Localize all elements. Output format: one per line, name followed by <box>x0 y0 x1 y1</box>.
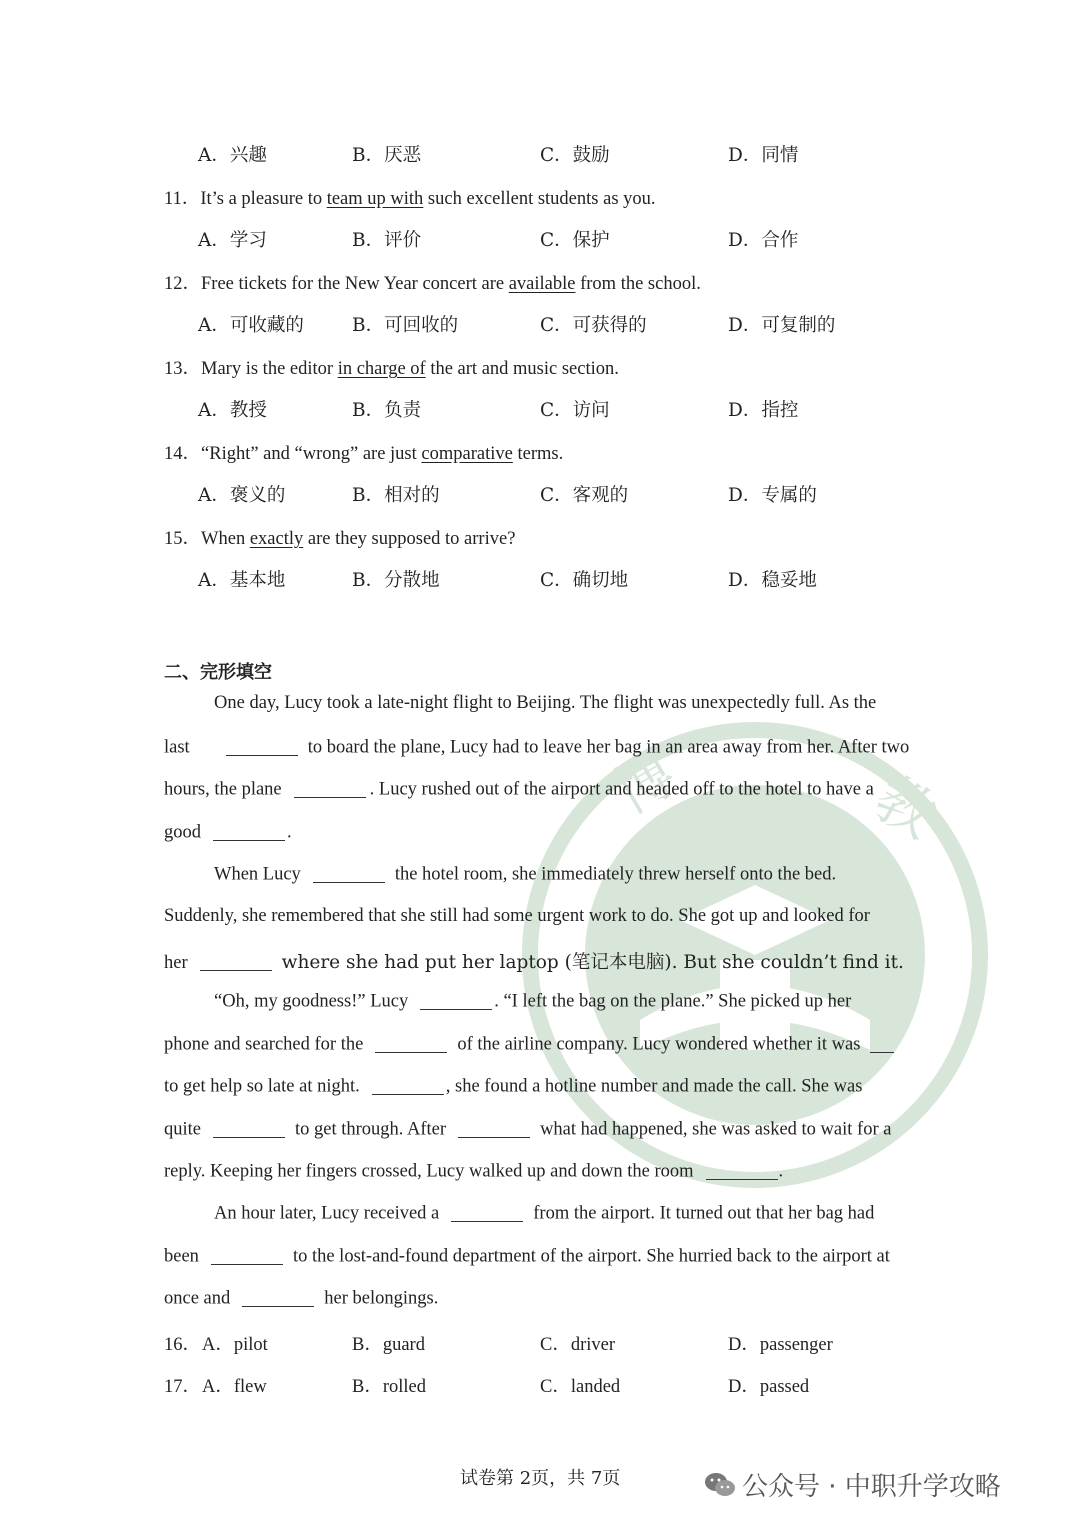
q16-option-b: B．guard <box>352 1335 425 1355</box>
passage-text: to get help so late at night. <box>164 1076 360 1097</box>
blank[interactable] <box>458 1118 530 1138</box>
question-text: “Right” and “wrong” are just <box>201 444 422 464</box>
question-12 <box>164 269 701 295</box>
q14-option-a: A．褒义的 <box>198 485 286 506</box>
passage-text: An hour later, Lucy received a <box>214 1203 440 1224</box>
blank[interactable] <box>451 1202 523 1222</box>
question-11 <box>164 184 656 210</box>
passage-text: “Oh, my goodness!” Lucy <box>214 991 409 1012</box>
q16-option-a: A．pilot <box>202 1335 268 1355</box>
question-number: 13． <box>164 359 202 379</box>
passage-text: her belongings. <box>324 1288 439 1309</box>
q17-option-d: D．passed <box>728 1377 810 1397</box>
blank[interactable] <box>294 778 366 798</box>
passage-text: once and <box>164 1288 231 1309</box>
q10-option-d: D．同情 <box>728 145 799 166</box>
q10-option-c: C．鼓励 <box>540 145 610 166</box>
question-14 <box>164 439 563 465</box>
q15-option-c: C．确切地 <box>540 570 629 591</box>
q15-option-b: B．分散地 <box>352 570 440 591</box>
passage-line <box>164 1118 891 1141</box>
q12-option-d: D．可复制的 <box>728 315 836 336</box>
page-footer: 试卷第 2页，共 7页 <box>460 1468 621 1489</box>
question-number: 11． <box>164 189 201 209</box>
passage-text: phone and searched for the <box>164 1034 364 1055</box>
blank[interactable] <box>372 1075 444 1095</box>
passage-text: her <box>164 953 188 973</box>
passage-text: . “I left the bag on the plane.” She picked up her <box>494 991 852 1012</box>
q16-number: 16． <box>164 1335 202 1355</box>
passage-text: to the lost-and-found department of the airport. She hurried back to the airport at <box>292 1246 890 1267</box>
svg-text:博: 博 <box>603 739 688 828</box>
q13-option-b: B．负责 <box>352 400 422 421</box>
question-text: such excellent students as you. <box>423 189 656 209</box>
q11-option-c: C．保护 <box>540 230 610 251</box>
q10-option-b: B．厌恶 <box>352 145 422 166</box>
question-number: 12． <box>164 274 202 294</box>
q17-option-b: B．rolled <box>352 1377 426 1397</box>
passage-text: . Lucy rushed out of the airport and headed off to the hotel to have a <box>369 779 874 800</box>
question-text: are they supposed to arrive? <box>303 529 516 549</box>
passage-line <box>214 863 836 886</box>
underlined-phrase: comparative <box>421 444 513 464</box>
q15-option-d: D．稳妥地 <box>728 570 817 591</box>
q16-option-d: D．passenger <box>728 1335 833 1355</box>
watermark-text: 公众号 · 中职升学攻略 <box>742 1472 1001 1502</box>
underlined-phrase: available <box>508 274 576 294</box>
q17-option-c: C．landed <box>540 1377 621 1397</box>
passage-text: good <box>164 822 201 843</box>
q10-option-a: A．兴趣 <box>198 145 267 166</box>
question-number: 14． <box>164 444 202 464</box>
svg-text:教: 教 <box>863 763 948 852</box>
passage-text: . <box>778 1161 784 1182</box>
passage-text: from the airport. It turned out that her bag had <box>533 1203 875 1224</box>
question-text: When <box>201 529 250 549</box>
q12-option-b: B．可回收的 <box>352 315 459 336</box>
passage-text: Suddenly, she remembered that she still had some urgent work to do. She got up and looked for <box>164 906 870 926</box>
question-text: Mary is the editor <box>201 359 338 379</box>
blank[interactable] <box>211 1245 283 1265</box>
q14-option-d: D．专属的 <box>728 485 817 506</box>
q13-option-d: D．指控 <box>728 400 799 421</box>
q12-option-c: C．可获得的 <box>540 315 647 336</box>
question-15 <box>164 524 515 550</box>
passage-line <box>164 1033 894 1056</box>
underlined-phrase: team up with <box>326 189 424 209</box>
q11-option-b: B．评价 <box>352 230 422 251</box>
passage-text: to get through. After <box>295 1119 447 1140</box>
passage-text: . <box>287 822 292 843</box>
passage-line <box>214 990 851 1013</box>
passage-text: what had happened, she was asked to wait for a <box>540 1119 892 1140</box>
passage-line <box>164 906 870 927</box>
question-text: terms. <box>512 444 564 464</box>
passage-line <box>164 1075 862 1098</box>
passage-text: been <box>164 1246 199 1267</box>
blank[interactable] <box>706 1160 778 1180</box>
passage-text: reply. Keeping her fingers crossed, Lucy walked up and down the room <box>164 1161 694 1182</box>
q14-option-c: C．客观的 <box>540 485 629 506</box>
q13-option-c: C．访问 <box>540 400 610 421</box>
wechat-watermark <box>704 1466 1001 1503</box>
passage-text: of the airline company. Lucy wondered whether it was <box>457 1034 861 1055</box>
blank[interactable] <box>375 1033 447 1053</box>
passage-line <box>164 1287 438 1310</box>
question-text: It’s a pleasure to <box>200 189 327 209</box>
blank[interactable] <box>313 863 385 883</box>
q11-option-a: A．学习 <box>198 230 267 251</box>
q12-option-a: A．可收藏的 <box>198 315 304 336</box>
passage-text: last <box>164 737 190 758</box>
q16-option-c: C．driver <box>540 1335 616 1355</box>
wechat-icon <box>704 1471 736 1499</box>
passage-line <box>214 1202 874 1225</box>
blank[interactable] <box>213 821 285 841</box>
passage-line <box>164 778 874 801</box>
q17-option-a: A．flew <box>202 1377 267 1397</box>
section-heading: 二、完形填空 <box>164 662 272 683</box>
passage-text: to board the plane, Lucy had to leave her bag in an area away from her. After two <box>307 737 910 758</box>
q13-option-a: A．教授 <box>198 400 267 421</box>
passage-line <box>164 1245 890 1268</box>
passage-line <box>164 736 909 759</box>
q11-option-d: D．合作 <box>728 230 799 251</box>
blank[interactable] <box>226 736 298 756</box>
passage-line <box>164 821 292 844</box>
q17-number: 17． <box>164 1377 202 1397</box>
q15-option-a: A．基本地 <box>198 570 286 591</box>
passage-line <box>164 1160 783 1183</box>
passage-line <box>164 948 904 974</box>
blank[interactable] <box>200 952 272 972</box>
blank[interactable] <box>870 1033 894 1053</box>
passage-text: , she found a hotline number and made the call. She was <box>445 1076 863 1097</box>
passage-text: the hotel room, she immediately threw herself onto the bed. <box>394 864 837 885</box>
question-text: Free tickets for the New Year concert are <box>201 274 509 294</box>
blank[interactable] <box>242 1287 314 1307</box>
passage-text: One day, Lucy took a late-night flight to Beijing. The flight was unexpectedly full. As the <box>214 693 877 713</box>
q14-option-b: B．相对的 <box>352 485 440 506</box>
underlined-phrase: in charge of <box>337 359 426 379</box>
passage-text: where she had put her laptop (笔记本电脑). But she couldn’t find it. <box>281 952 904 973</box>
passage-text: quite <box>164 1119 201 1140</box>
blank[interactable] <box>420 990 492 1010</box>
question-text: the art and music section. <box>425 359 619 379</box>
passage-text: hours, the plane <box>164 779 282 800</box>
question-number: 15． <box>164 529 202 549</box>
blank[interactable] <box>213 1118 285 1138</box>
passage-text: When Lucy <box>214 864 301 885</box>
underlined-phrase: exactly <box>249 529 304 549</box>
passage-line <box>214 693 876 714</box>
question-text: from the school. <box>575 274 701 294</box>
question-13 <box>164 354 619 380</box>
